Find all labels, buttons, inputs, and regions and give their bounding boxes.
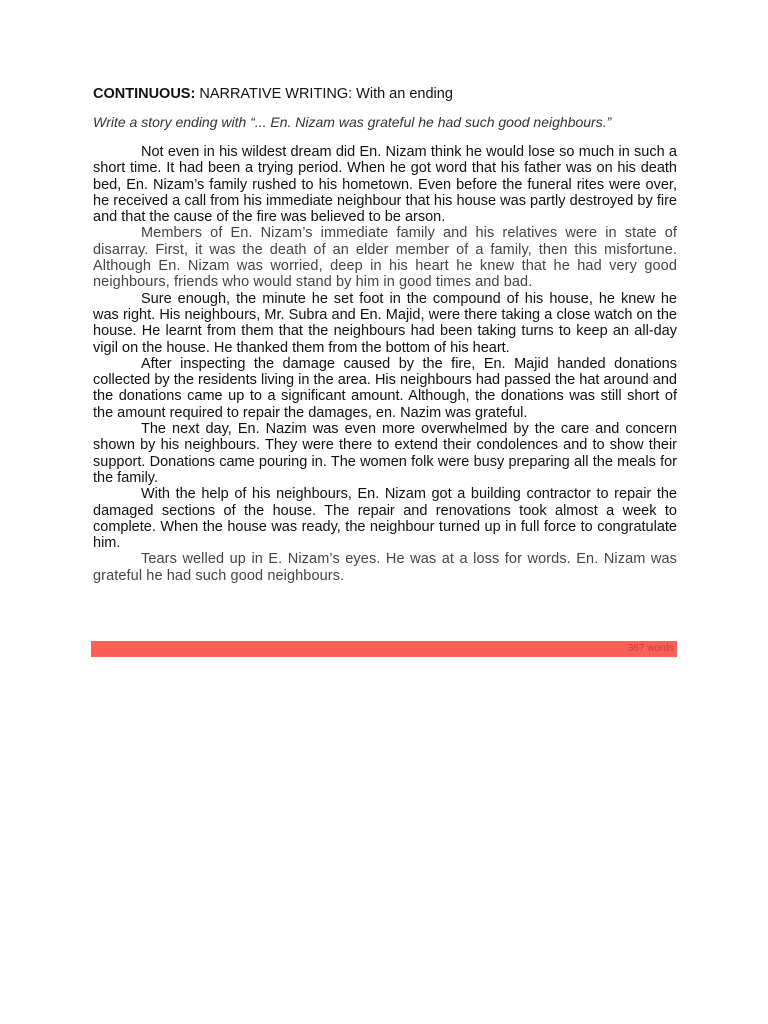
essay-page bbox=[93, 84, 677, 584]
paragraph-3: Sure enough, the minute he set foot in the compound of his house, he knew he was right. His neighbours, Mr. Subra and En. Majid, were there taking a close watch on the house. He learnt from them that the neighbours had been taking turns to keep an all-day vigil on the house. He thanked them from the bottom of his heart. bbox=[93, 290, 677, 356]
paragraph-4: After inspecting the damage caused by the fire, En. Majid handed donations collected by the residents living in the area. His neighbours had passed the hat around and the donations came up to a significant amount. Although, the donations was still short of the amount required to repair the damages, en. Nazim was grateful. bbox=[93, 355, 677, 421]
paragraph-2: Members of En. Nizam’s immediate family and his relatives were in state of disarray. First, it was the death of an elder member of a family, then this misfortune. Although En. Nizam was worried, deep in his heart he knew that he had very good neighbours, friends who would stand by him in good times and bad. bbox=[93, 225, 677, 291]
essay-heading bbox=[93, 84, 677, 104]
heading-title: NARRATIVE WRITING: With an ending bbox=[195, 86, 453, 102]
essay-prompt: Write a story ending with “... En. Nizam was grateful he had such good neighbours.” bbox=[93, 114, 612, 130]
heading-bold-label: CONTINUOUS: bbox=[93, 86, 196, 102]
paragraph-7: Tears welled up in E. Nizam’s eyes. He was at a loss for words. En. Nizam was grateful he had such good neighbours. bbox=[93, 551, 677, 584]
word-count-bar bbox=[91, 641, 677, 657]
paragraph-6: With the help of his neighbours, En. Nizam got a building contractor to repair the damaged sections of the house. The repair and renovations took almost a week to complete. When the house was ready, the neighbour turned up in full force to congratulate him. bbox=[93, 486, 677, 552]
paragraph-1: Not even in his wildest dream did En. Nizam think he would lose so much in such a short time. It had been a trying period. When he got word that his father was on his death bed, En. Nizam’s family rushed to his hometown. Even before the funeral rites were over, he received a call from his immediate neighbour that his house was partly destroyed by fire and that the cause of the fire was believed to be arson. bbox=[93, 144, 677, 226]
word-count-label: 367 words bbox=[627, 643, 674, 654]
paragraph-5: The next day, En. Nazim was even more overwhelmed by the care and concern shown by his neighbours. They were there to extend their condolences and to show their support. Donations came pouring in. The women folk were busy preparing all the meals for the family. bbox=[93, 421, 677, 486]
